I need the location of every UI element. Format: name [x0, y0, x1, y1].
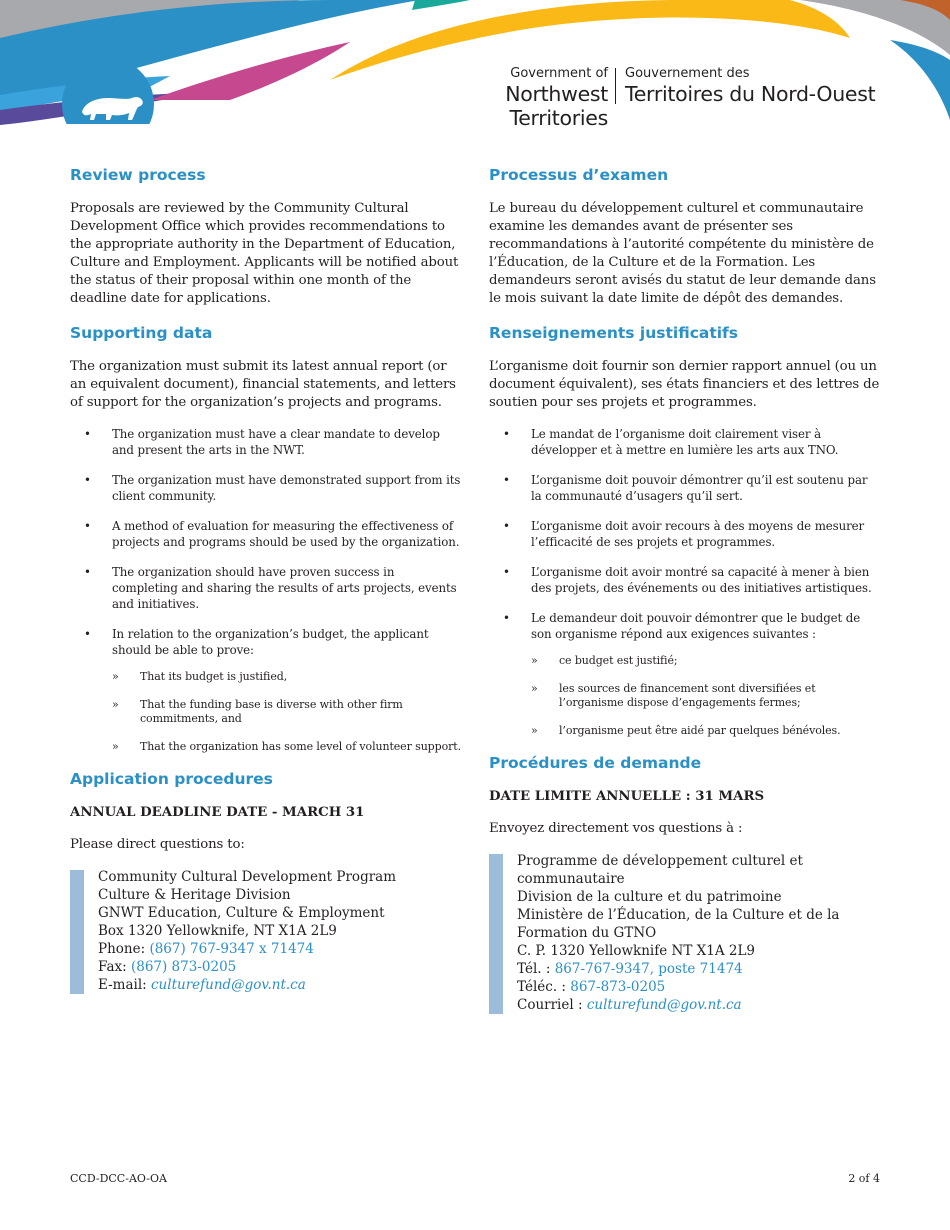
list-item: • L’organisme doit avoir montré sa capacité à mener à bien des projets, des événements ou des initiatives artistiques. — [503, 565, 872, 595]
phone-link[interactable]: (867) 767-9347 x 71474 — [149, 941, 314, 957]
gov-name-french — [625, 66, 885, 106]
gov-fr-big: Territoires du Nord-Ouest — [625, 82, 876, 106]
list-item: • Le demandeur doit pouvoir démontrer que le budget de son organisme répond aux exigences suivantes : — [503, 611, 861, 641]
gov-fr-small: Gouvernement des — [625, 66, 750, 81]
fax-link-fr[interactable]: 867-873-0205 — [570, 979, 666, 995]
contact-email-row: Courriel : culturefund@gov.nt.ca — [517, 997, 742, 1013]
gov-en-big: Northwest Territories — [505, 82, 608, 130]
supporting-text-fr: L’organisme doit fournir son dernier rapport annuel (ou un document équivalent), ses états financiers et des lettres de soutien pour ses projets et programmes. — [489, 359, 880, 410]
review-heading-fr: Processus d’examen — [489, 166, 669, 184]
page-header — [0, 0, 950, 135]
english-column — [70, 164, 462, 994]
list-item: • The organization must have demonstrated support from its client community. — [84, 473, 461, 503]
contact-phone-row: Phone: (867) 767-9347 x 71474 — [98, 941, 314, 957]
requirements-list-fr — [489, 426, 881, 642]
contact-line: C. P. 1320 Yellowknife NT X1A 2L9 — [517, 943, 756, 959]
contact-line: Ministère de l’Éducation, de la Culture et de la Formation du GTNO — [517, 907, 840, 941]
gov-divider — [615, 68, 616, 104]
contact-line: Programme de développement culturel et communautaire — [517, 853, 803, 887]
sub-list-item: » l’organisme peut être aidé par quelques bénévoles. — [531, 724, 841, 737]
deadline-text: ANNUAL DEADLINE DATE - MARCH 31 — [70, 805, 365, 820]
phone-link-fr[interactable]: 867-767-9347, poste 71474 — [554, 961, 743, 977]
contact-accent-bar — [70, 870, 84, 994]
polar-bear-icon — [74, 86, 154, 126]
requirements-list — [70, 426, 462, 658]
email-link-fr[interactable]: culturefund@gov.nt.ca — [586, 997, 742, 1013]
page-number: 2 of 4 — [848, 1172, 880, 1185]
list-item: • A method of evaluation for measuring the effectiveness of projects and programs should be used by the organization. — [84, 519, 460, 549]
email-link[interactable]: culturefund@gov.nt.ca — [151, 977, 306, 993]
contact-block-fr — [489, 852, 881, 1014]
sub-list-item: » That the funding base is diverse with other firm commitments, and — [112, 698, 403, 725]
sub-list-item: » les sources de financement sont diversifiées et l’organisme dispose d’engagements fermes; — [531, 682, 816, 709]
contact-fax-row: Fax: (867) 873-0205 — [98, 959, 237, 975]
budget-sub-list — [70, 670, 462, 754]
document-code: CCD-DCC-AO-OA — [70, 1172, 167, 1185]
french-column — [489, 164, 881, 1014]
review-text-fr: Le bureau du développement culturel et communautaire examine les demandes avant de présenter ses recommandations à l’autorité compétente du ministère de l’Éducation, de la Culture et de la Formation. Les demandeurs seront avisés du statut de leur demande dans le mois suivant la date limite de dépôt des demandes. — [489, 201, 876, 306]
application-heading: Application procedures — [70, 770, 273, 788]
contact-fax-row: Téléc. : 867-873-0205 — [517, 979, 666, 995]
list-item: • The organization should have proven success in completing and sharing the results of arts projects, events and initiatives. — [84, 565, 457, 611]
supporting-text: The organization must submit its latest annual report (or an equivalent document), financial statements, and letters of support for the organization’s projects and programs. — [70, 359, 456, 410]
list-item: • L’organisme doit pouvoir démontrer qu’il est soutenu par la communauté d’usagers qu’il sert. — [503, 473, 868, 503]
fax-link[interactable]: (867) 873-0205 — [130, 959, 237, 975]
contact-line: Division de la culture et du patrimoine — [517, 889, 782, 905]
contact-block — [70, 868, 462, 994]
contact-line: GNWT Education, Culture & Employment — [98, 905, 385, 921]
deadline-text-fr: DATE LIMITE ANNUELLE : 31 MARS — [489, 789, 765, 804]
list-item: • The organization must have a clear mandate to develop and present the arts in the NWT. — [84, 427, 440, 457]
list-item: • L’organisme doit avoir recours à des moyens de mesurer l’efficacité de ses projets et programmes. — [503, 519, 865, 549]
contact-accent-bar — [489, 854, 503, 1014]
gov-name-english — [403, 66, 608, 130]
list-item: • Le mandat de l’organisme doit clairement viser à développer et à mettre en lumière les arts aux TNO. — [503, 427, 839, 457]
contact-phone-row: Tél. : 867-767-9347, poste 71474 — [517, 961, 743, 977]
review-text: Proposals are reviewed by the Community Cultural Development Office which provides recommendations to the appropriate authority in the Department of Education, Culture and Employment. Applicants will be notified about the status of their proposal within one month of the deadline date for applications. — [70, 201, 459, 306]
review-heading: Review process — [70, 166, 206, 184]
list-item: • In relation to the organization’s budget, the applicant should be able to prove: — [84, 627, 429, 657]
gov-en-small: Government of — [510, 66, 608, 81]
contact-line: Community Cultural Development Program — [98, 869, 397, 885]
application-heading-fr: Procédures de demande — [489, 754, 702, 772]
contact-line: Culture & Heritage Division — [98, 887, 291, 903]
contact-line: Box 1320 Yellowknife, NT X1A 2L9 — [98, 923, 337, 939]
supporting-heading: Supporting data — [70, 324, 213, 342]
direct-questions: Please direct questions to: — [70, 837, 245, 852]
sub-list-item: » ce budget est justifié; — [531, 654, 678, 667]
sub-list-item: » That its budget is justified, — [112, 670, 288, 683]
budget-sub-list-fr — [489, 654, 881, 738]
supporting-heading-fr: Renseignements justificatifs — [489, 324, 739, 342]
sub-list-item: » That the organization has some level of volunteer support. — [112, 740, 461, 753]
direct-questions-fr: Envoyez directement vos questions à : — [489, 821, 743, 836]
contact-email-row: E-mail: culturefund@gov.nt.ca — [98, 977, 306, 993]
